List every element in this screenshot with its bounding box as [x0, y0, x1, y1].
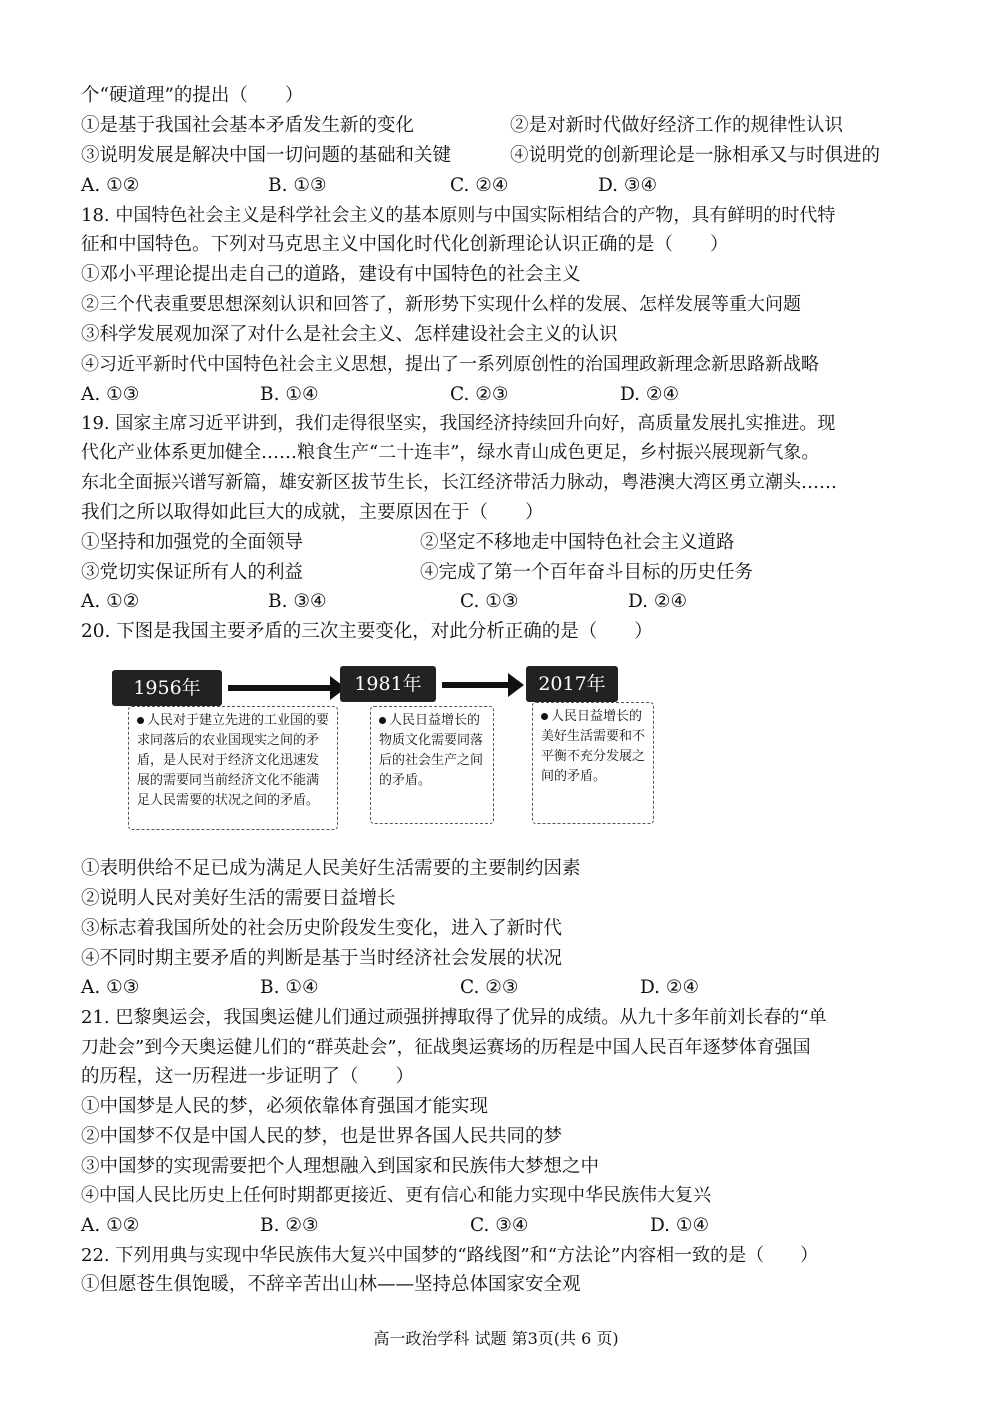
q19-answer-c: C. ①③ — [460, 591, 519, 612]
q19-option-1: ①坚持和加强党的全面领导 — [81, 532, 304, 553]
q17-option-4: ④说明党的创新理论是一脉相承又与时俱进的 — [510, 145, 881, 166]
q17-answer-b: B. ①③ — [268, 175, 327, 196]
q21-stem-line2: 刀赴会”到今天奥运健儿们的“群英赴会”，征战奥运赛场的历程是中国人民百年逐梦体育强国 — [81, 1037, 811, 1058]
q20-answer-a: A. ①③ — [81, 977, 140, 998]
q20-answer-b: B. ①④ — [260, 977, 319, 998]
q20-option-3: ③标志着我国所处的社会历史阶段发生变化，进入了新时代 — [81, 918, 563, 939]
q20-stem: 20. 下图是我国主要矛盾的三次主要变化，对此分析正确的是（ ） — [81, 621, 653, 642]
page-footer: 高一政治学科 试题 第3页(共 6 页) — [373, 1329, 619, 1348]
q18-answer-c: C. ②③ — [450, 384, 509, 405]
q19-stem-line4: 我们之所以取得如此巨大的成就，主要原因在于（ ） — [81, 502, 544, 523]
year-1956-label: 1956年 — [112, 670, 222, 706]
box-1956 — [128, 706, 338, 830]
q17-option-3: ③说明发展是解决中国一切问题的基础和关键 — [81, 145, 452, 166]
arrow-1 — [228, 685, 332, 691]
q18-option-1: ①邓小平理论提出走自己的道路，建设有中国特色的社会主义 — [81, 264, 581, 285]
q17-answer-c: C. ②④ — [450, 175, 509, 196]
q21-stem-line1: 21. 巴黎奥运会，我国奥运健儿们通过顽强拼搏取得了优异的成绩。从九十多年前刘长春的“单 — [81, 1007, 827, 1028]
q20-option-4: ④不同时期主要矛盾的判断是基于当时经济社会发展的状况 — [81, 948, 563, 969]
q17-answer-a: A. ①② — [81, 175, 140, 196]
q21-answer-b: B. ②③ — [260, 1215, 319, 1236]
q18-answer-d: D. ②④ — [620, 384, 680, 405]
box-1981-text: 人民日益增长的物质文化需要同落后的社会生产之间的矛盾。 — [379, 713, 484, 788]
q19-answer-b: B. ③④ — [268, 591, 327, 612]
q21-answer-a: A. ①② — [81, 1215, 140, 1236]
q21-option-1: ①中国梦是人民的梦，必须依靠体育强国才能实现 — [81, 1096, 489, 1117]
q19-option-4: ④完成了第一个百年奋斗目标的历史任务 — [420, 562, 754, 583]
q18-stem-line1: 18. 中国特色社会主义是科学社会主义的基本原则与中国实际相结合的产物，具有鲜明的时代特 — [81, 205, 836, 226]
q20-option-2: ②说明人民对美好生活的需要日益增长 — [81, 888, 396, 909]
q19-answer-d: D. ②④ — [628, 591, 688, 612]
q17-option-2: ②是对新时代做好经济工作的规律性认识 — [510, 115, 844, 136]
contradiction-diagram — [112, 664, 657, 834]
q19-option-2: ②坚定不移地走中国特色社会主义道路 — [420, 532, 735, 553]
q21-option-4: ④中国人民比历史上任何时期都更接近、更有信心和能力实现中华民族伟大复兴 — [81, 1185, 711, 1206]
q21-stem-line3: 的历程，这一历程进一步证明了（ ） — [81, 1066, 415, 1087]
bullet-icon — [379, 717, 386, 724]
q20-option-1: ①表明供给不足已成为满足人民美好生活需要的主要制约因素 — [81, 858, 581, 879]
q21-answer-c: C. ③④ — [470, 1215, 529, 1236]
q17-stem-end: 个“硬道理”的提出（ ） — [81, 85, 304, 106]
q19-stem-line2: 代化产业体系更加健全……粮食生产“二十连丰”，绿水青山成色更足，乡村振兴展现新气象。 — [81, 442, 820, 463]
q20-answer-d: D. ②④ — [640, 977, 700, 998]
arrow-2 — [442, 682, 510, 688]
q21-option-2: ②中国梦不仅是中国人民的梦，也是世界各国人民共同的梦 — [81, 1126, 563, 1147]
box-2017 — [532, 702, 654, 824]
q18-option-3: ③科学发展观加深了对什么是社会主义、怎样建设社会主义的认识 — [81, 324, 618, 345]
q19-stem-line3: 东北全面振兴谱写新篇，雄安新区拔节生长，长江经济带活力脉动，粤港澳大湾区勇立潮头…… — [81, 472, 837, 493]
q17-option-1: ①是基于我国社会基本矛盾发生新的变化 — [81, 115, 415, 136]
year-1981-label: 1981年 — [340, 666, 436, 702]
box-2017-text: 人民日益增长的美好生活需要和不平衡不充分发展之间的矛盾。 — [541, 709, 646, 784]
q18-option-4: ④习近平新时代中国特色社会主义思想，提出了一系列原创性的治国理政新理念新思路新战略 — [81, 354, 819, 375]
box-1956-text: 人民对于建立先进的工业国的要求同落后的农业国现实之间的矛盾，是人民对于经济文化迅速发展的需要同当前经济文化不能满足人民需要的状况之间的矛盾。 — [137, 713, 330, 808]
q18-answer-b: B. ①④ — [260, 384, 319, 405]
q18-stem-line2: 征和中国特色。下列对马克思主义中国化时代化创新理论认识正确的是（ ） — [81, 234, 729, 255]
q18-answer-a: A. ①③ — [81, 384, 140, 405]
year-2017-label: 2017年 — [526, 666, 618, 702]
bullet-icon — [137, 717, 144, 724]
q21-option-3: ③中国梦的实现需要把个人理想融入到国家和民族伟大梦想之中 — [81, 1156, 600, 1177]
q22-option-1: ①但愿苍生俱饱暖，不辞辛苦出山林——坚持总体国家安全观 — [81, 1274, 581, 1295]
q17-answer-d: D. ③④ — [598, 175, 658, 196]
q21-answer-d: D. ①④ — [650, 1215, 710, 1236]
q20-answer-c: C. ②③ — [460, 977, 519, 998]
box-1981 — [370, 706, 494, 824]
q18-option-2: ②三个代表重要思想深刻认识和回答了，新形势下实现什么样的发展、怎样发展等重大问题 — [81, 294, 801, 315]
q19-answer-a: A. ①② — [81, 591, 140, 612]
q19-option-3: ③党切实保证所有人的利益 — [81, 562, 304, 583]
q19-stem-line1: 19. 国家主席习近平讲到，我们走得很坚实，我国经济持续回升向好，高质量发展扎实推进。现 — [81, 413, 836, 434]
bullet-icon — [541, 713, 548, 720]
q22-stem: 22. 下列用典与实现中华民族伟大复兴中国梦的“路线图”和“方法论”内容相一致的是（ ） — [81, 1245, 819, 1266]
